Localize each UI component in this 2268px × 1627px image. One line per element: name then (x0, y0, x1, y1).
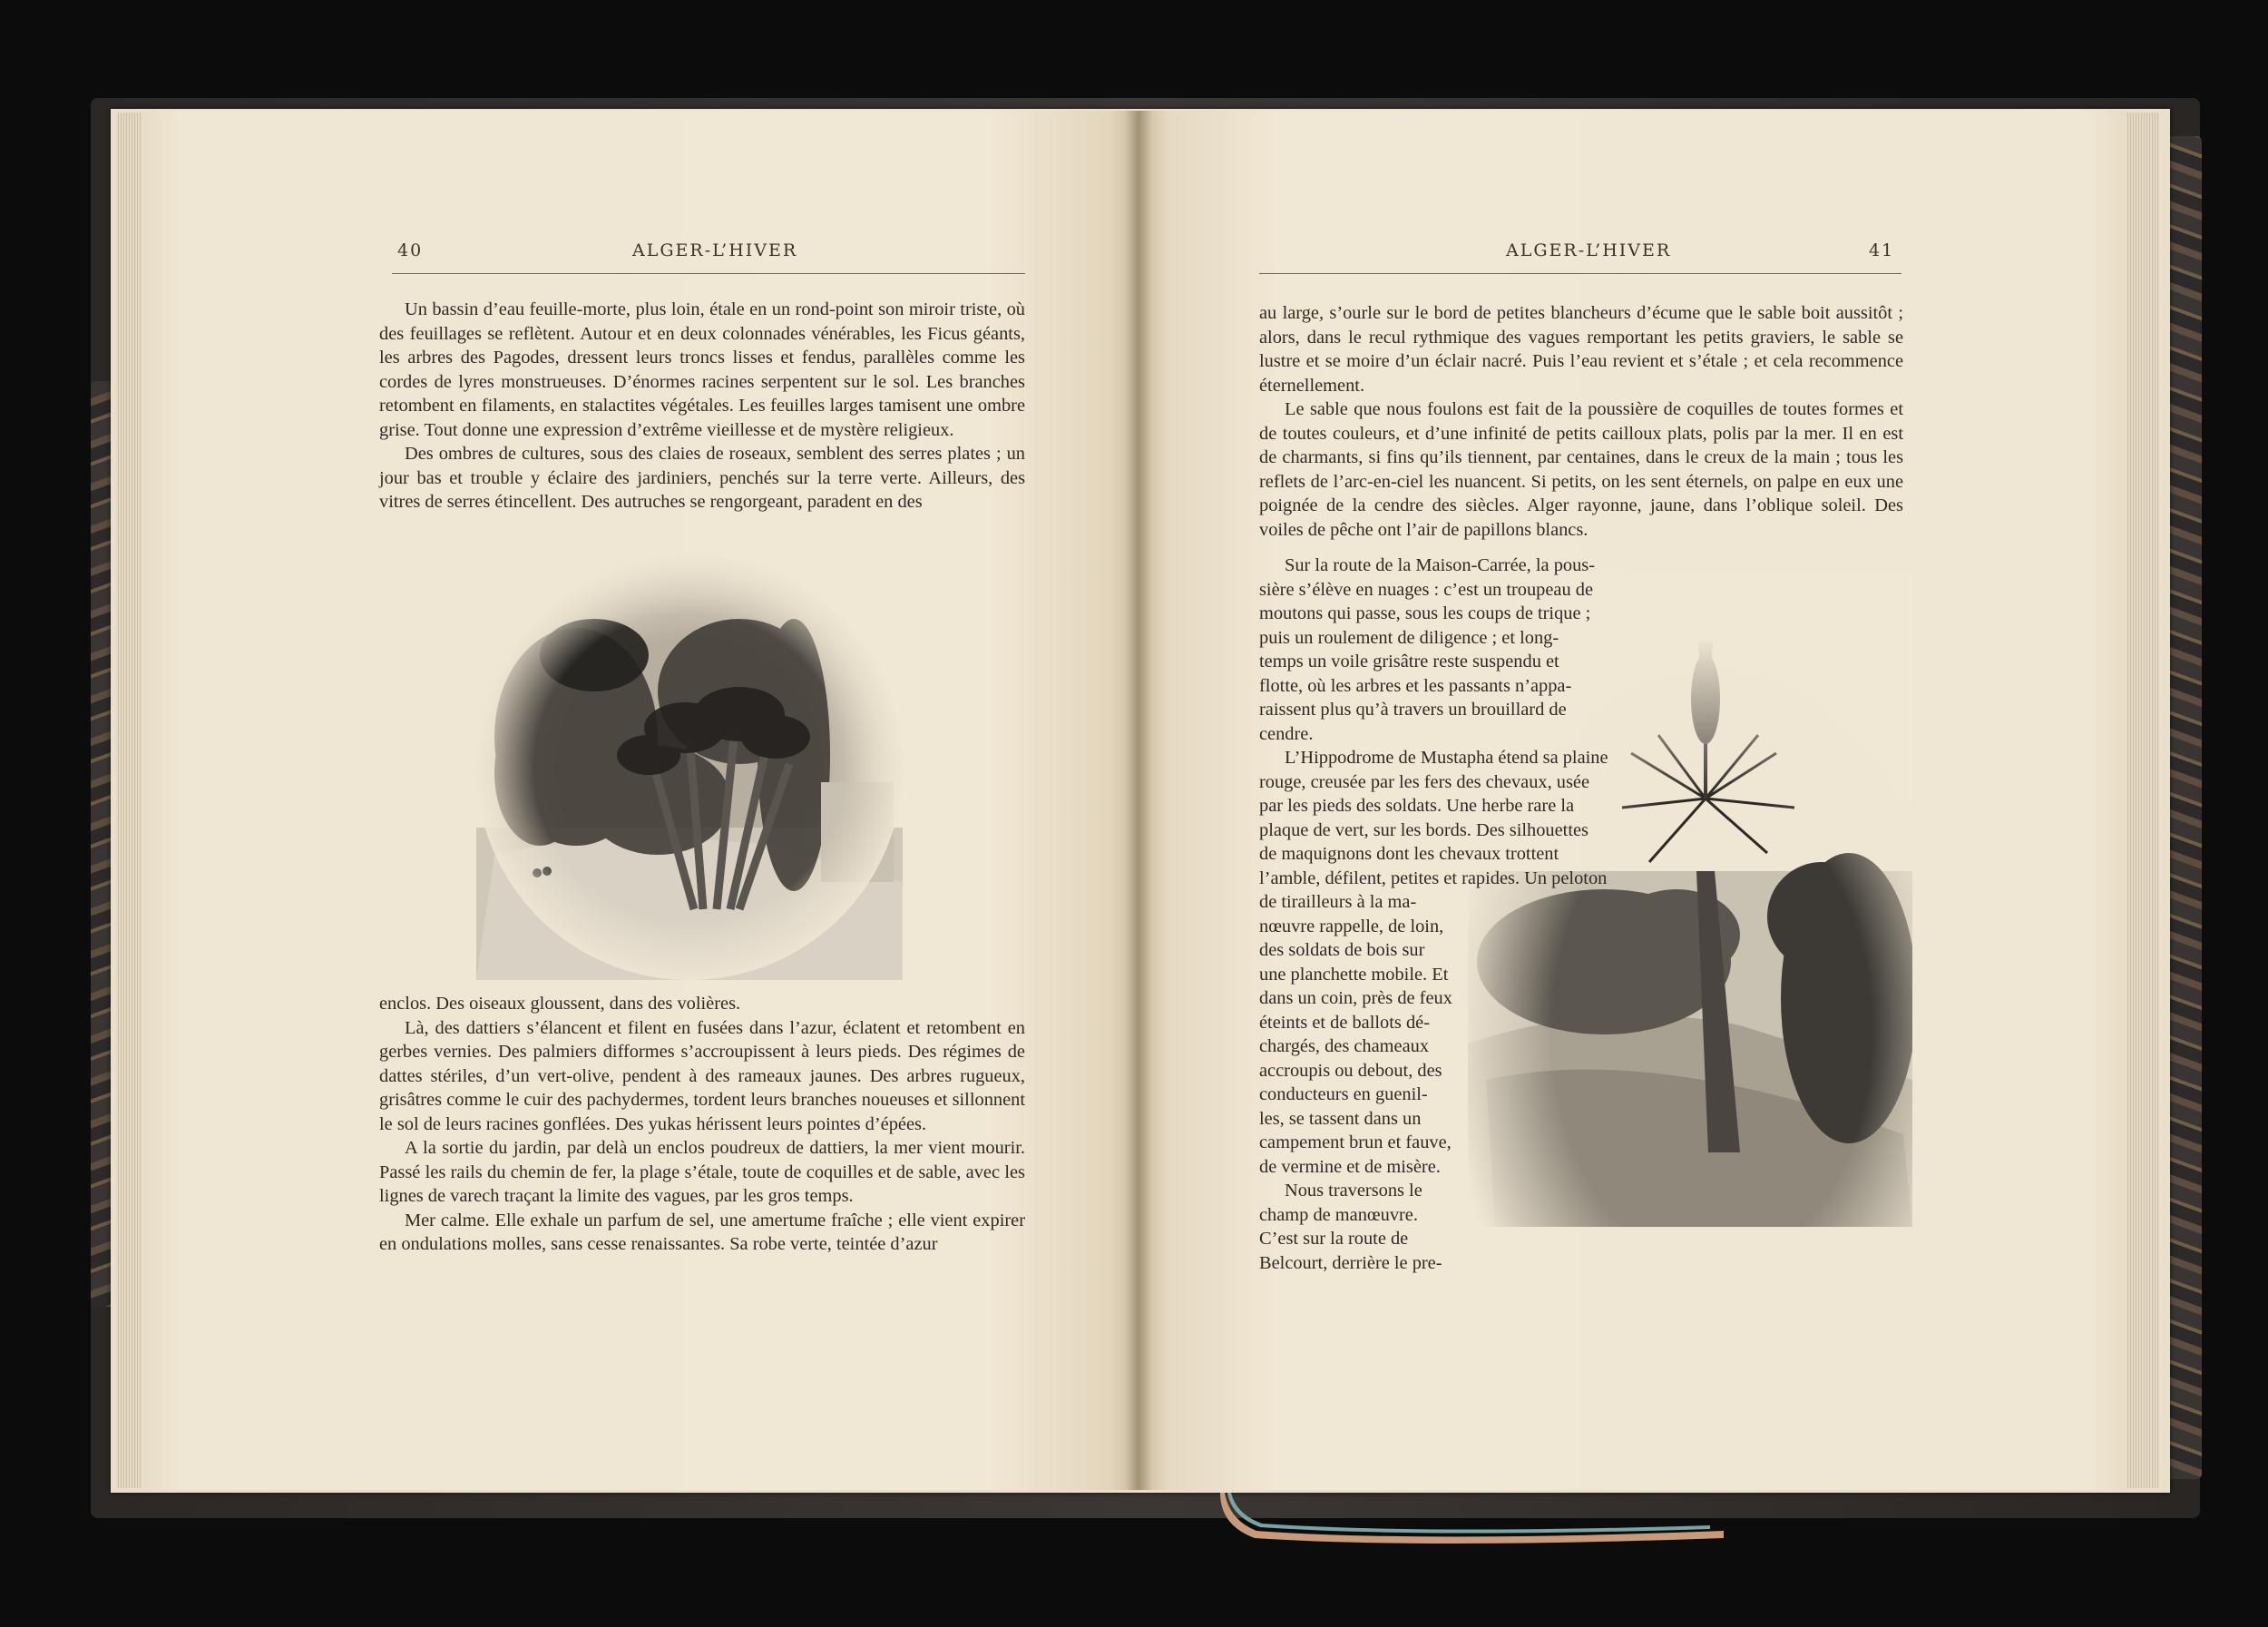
left-page-number: 40 (397, 240, 424, 260)
text-line: nœuvre rappelle, de loin, (1259, 916, 1444, 936)
text-line: chargés, des chameaux (1259, 1036, 1430, 1056)
paragraph: Là, des dattiers s’élancent et filent en fusées dans l’azur, éclatent et retombent en gerbes vernies. Des palmiers difformes s’accroupissent à leurs pieds. Des régimes de dattes stériles, d’un vert-olive, pendent à des rameaux jaunes. Des arbres rugueux, grisâtres comme le cuir des pachydermes, tordent leurs branches noueuses et sillonnent le sol de leurs racines gonflées. Des yukas hérissent leurs pointes d’épées. (379, 1017, 1025, 1134)
text-line: flotte, où les arbres et les passants n’appa- (1259, 675, 1572, 696)
paragraph: au large, s’ourle sur le bord de petites blancheurs d’écume que le sable boit aussitôt ; alors, dans le recul rythmique des vagues remportant les petits graviers, le sable se lustre et se moire d’un éclair nacré. Puis l’eau revient et s’étale ; et cela recommence éternellement. (1259, 303, 1903, 396)
palm-garden-plate (476, 555, 903, 980)
paragraph: enclos. Des oiseaux gloussent, dans des volières. (379, 994, 741, 1014)
text-line: sière s’élève en nuages : c’est un troupeau de (1259, 579, 1594, 600)
text-line: accroupis ou debout, des (1259, 1060, 1442, 1081)
paragraph: A la sortie du jardin, par delà un enclos poudreux de dattiers, la mer vient mourir. Passé les rails du chemin de fer, la plage s’étale, toute de coquilles et de sable, avec les lignes de varech traçant la limite des vagues, par les gros temps. (379, 1138, 1025, 1206)
text-line: de tirailleurs à la ma- (1259, 892, 1417, 912)
right-running-head (1259, 240, 1901, 274)
left-running-title: ALGER-L’HIVER (632, 240, 798, 260)
left-text-bottom (379, 992, 1025, 1257)
text-line: moutons qui passe, sous les coups de trique ; (1259, 603, 1591, 623)
text-line: champ de manœuvre. (1259, 1204, 1418, 1225)
page-edges-left (116, 113, 143, 1488)
text-line: raissent plus qu’à travers un brouillard de (1259, 700, 1567, 720)
text-line: Nous traversons le (1285, 1181, 1422, 1201)
paragraph: Mer calme. Elle exhale un parfum de sel, une amertume fraîche ; elle vient expirer en ondulations molles, sans cesse renaissantes. Sa robe verte, teintée d’azur (379, 1210, 1025, 1254)
text-line: temps un voile grisâtre reste suspendu et (1259, 652, 1559, 671)
text-line: l’amble, défilent, petites et rapides. Un peloton (1259, 867, 1608, 888)
text-line: Belcourt, derrière le pre- (1259, 1252, 1442, 1273)
left-running-head (392, 240, 1025, 274)
text-line: C’est sur la route de (1259, 1229, 1409, 1249)
text-line: plaque de vert, sur les bords. Des silhouettes (1259, 819, 1589, 840)
text-line: cendre. (1259, 723, 1314, 744)
palm-garden-illustration (476, 555, 903, 980)
text-line: une planchette mobile. Et (1259, 964, 1449, 985)
text-line: puis un roulement de diligence ; et long- (1259, 627, 1559, 648)
left-text-top (379, 298, 1025, 515)
book-gutter (1125, 111, 1152, 1490)
text-line: par les pieds des soldats. Une herbe rare la (1259, 796, 1575, 816)
text-line: dans un coin, près de feux (1259, 988, 1452, 1008)
paragraph: Le sable que nous foulons est fait de la poussière de coquilles de toutes formes et de toutes couleurs, et d’une infinité de petits cailloux plats, polis par la mer. Il en est de charmants, si fins qu’ils tiennent, par centaines, dans le creux de la main ; tous les reflets de l’arc-en-ciel les nuancent. Si petits, on les sent éternels, on palpe en eux une poignée de la cendre des siècles. Alger rayonne, jaune, dans l’oblique soleil. Des voiles de pêche ont l’air de papillons blancs. (1259, 399, 1903, 540)
right-page-number: 41 (1869, 240, 1895, 260)
right-column-b (1259, 890, 1468, 1275)
bookmark-ribbon (1220, 1493, 1728, 1547)
right-running-title: ALGER-L’HIVER (1506, 240, 1672, 260)
text-line: L’Hippodrome de Mustapha étend sa plaine (1285, 748, 1608, 768)
right-column-a (1259, 554, 1609, 890)
text-line: des soldats de bois sur (1259, 940, 1425, 960)
text-line: éteints et de ballots dé- (1259, 1012, 1430, 1033)
paragraph: Des ombres de cultures, sous des claies de roseaux, semblent des serres plates ; un jour bas et trouble y éclaire des jardiniers, penchés sur la terre verte. Ailleurs, des vitres de serres étincellent. Des autruches se rengorgeant, paradent en des (379, 444, 1025, 512)
text-line: les, se tassent dans un (1259, 1108, 1422, 1129)
text-line: campement brun et fauve, (1259, 1132, 1452, 1152)
paragraph: Un bassin d’eau feuille-morte, plus loin, étale en un rond-point son miroir triste, où des feuillages se reflètent. Autour et en deux colonnades vénérables, les Ficus géants, les arbres des Pagodes, dressent leurs troncs lisses et fendus, parallèles comme les cordes de lyres monstrueuses. D’énormes racines serpentent sur le sol. Les branches retombent en filaments, en stalactites végétales. Les feuilles larges tamisent une ombre grise. Tout donne une expression d’extrême vieillesse et de mystère religieux. (379, 299, 1025, 440)
page-edges-right (2123, 113, 2159, 1488)
text-line: conducteurs en guenil- (1259, 1084, 1428, 1104)
text-line: de maquignons dont les chevaux trottent (1259, 844, 1559, 864)
text-line: de vermine et de misère. (1259, 1156, 1441, 1177)
text-line: Sur la route de la Maison-Carrée, la pous- (1285, 555, 1596, 575)
text-line: rouge, creusée par les fers des chevaux, usée (1259, 771, 1590, 792)
right-text-top (1259, 301, 1903, 542)
